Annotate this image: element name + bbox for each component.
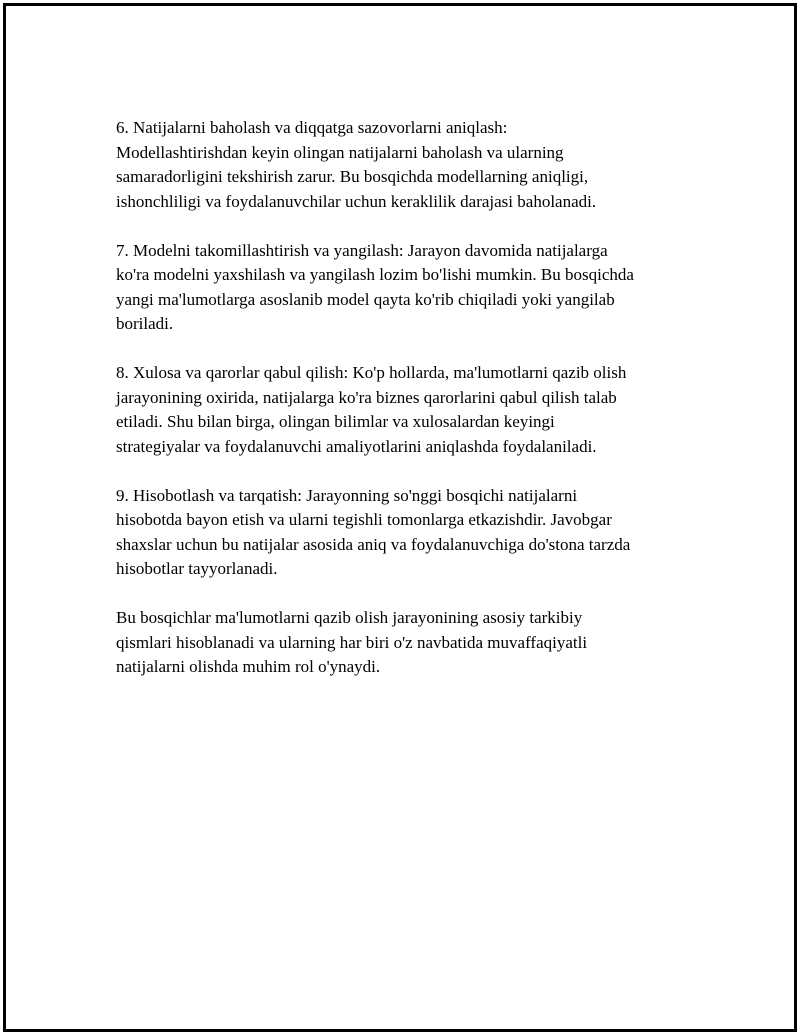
paragraph-conclusion	[116, 606, 696, 680]
paragraph-line: ishonchliligi va foydalanuvchilar uchun keraklilik darajasi baholanadi.	[116, 191, 597, 211]
paragraph-line: strategiyalar va foydalanuvchi amaliyotlarini aniqlashda foydalaniladi.	[116, 436, 597, 456]
paragraph-line: hisobotda bayon etish va ularni tegishli tomonlarga etkazishdir. Javobgar	[116, 510, 612, 529]
paragraph-line: ko'ra modelni yaxshilash va yangilash lozim bo'lishi mumkin. Bu bosqichda	[116, 265, 634, 284]
paragraph-line: Modellashtirishdan keyin olingan natijalarni baholash va ularning	[116, 142, 564, 162]
paragraph-line: qismlari hisoblanadi va ularning har biri o'z navbatida muvaffaqiyatli	[116, 632, 588, 652]
paragraph-line: 6. Natijalarni baholash va diqqatga sazovorlarni aniqlash:	[116, 118, 508, 137]
paragraph-line: natijalarni olishda muhim rol o'ynaydi.	[116, 657, 381, 676]
paragraph-line: yangi ma'lumotlarga asoslanib model qayta ko'rib chiqiladi yoki yangilab	[116, 289, 615, 309]
paragraph-line: 8. Xulosa va qarorlar qabul qilish: Ko'p hollarda, ma'lumotlarni qazib olish	[116, 363, 627, 382]
paragraph-line: hisobotlar tayyorlanadi.	[116, 559, 278, 578]
paragraph-line: shaxslar uchun bu natijalar asosida aniq va foydalanuvchiga do'stona tarzda	[116, 534, 631, 554]
paragraph-step-9	[116, 484, 696, 582]
paragraph-step-6	[116, 116, 696, 214]
paragraph-line: samaradorligini tekshirish zarur. Bu bosqichda modellarning aniqligi,	[116, 167, 589, 186]
paragraph-line: boriladi.	[116, 314, 174, 333]
paragraph-line: jarayonining oxirida, natijalarga ko'ra biznes qarorlarini qabul qilish talab	[116, 387, 617, 407]
paragraph-step-7	[116, 239, 696, 337]
paragraph-line: Bu bosqichlar ma'lumotlarni qazib olish jarayonining asosiy tarkibiy	[116, 608, 583, 627]
document-body	[116, 116, 696, 704]
paragraph-line: etiladi. Shu bilan birga, olingan bilimlar va xulosalardan keyingi	[116, 412, 555, 431]
paragraph-line: 7. Modelni takomillashtirish va yangilash: Jarayon davomida natijalarga	[116, 240, 608, 260]
paragraph-line: 9. Hisobotlash va tarqatish: Jarayonning so'nggi bosqichi natijalarni	[116, 485, 578, 505]
paragraph-step-8	[116, 361, 696, 459]
